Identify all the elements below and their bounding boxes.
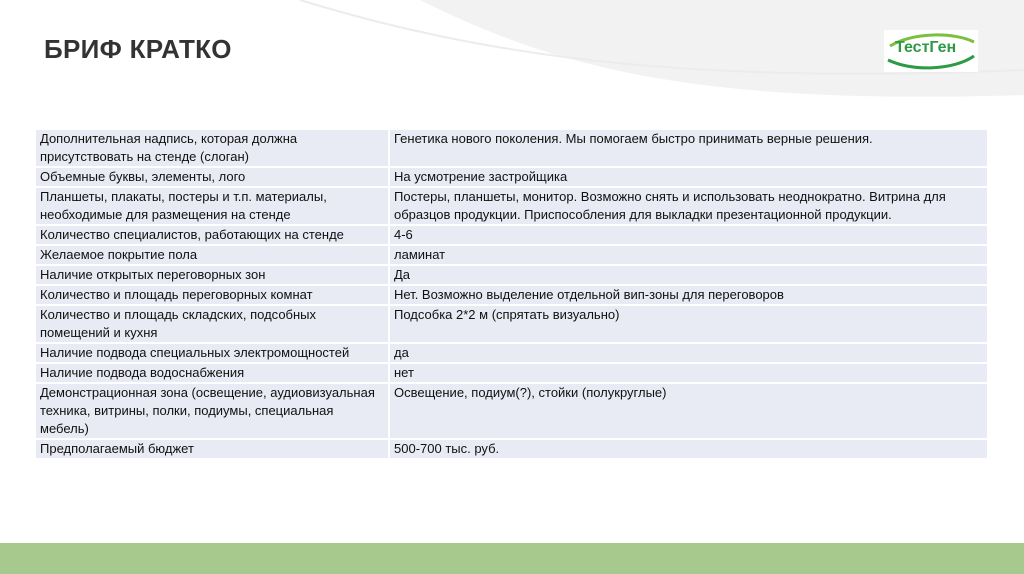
parameter-cell: Объемные буквы, элементы, лого — [35, 167, 389, 187]
parameter-cell: Наличие подвода водоснабжения — [35, 363, 389, 383]
table-row — [35, 187, 988, 225]
parameter-cell: Планшеты, плакаты, постеры и т.п. материалы, необходимые для размещения на стенде — [35, 187, 389, 225]
value-cell: Да — [389, 265, 988, 285]
table-row — [35, 439, 988, 459]
table-row — [35, 129, 988, 167]
logo-text: ТестГен — [895, 39, 957, 56]
parameter-cell: Наличие подвода специальных электромощностей — [35, 343, 389, 363]
table-row — [35, 245, 988, 265]
value-cell: На усмотрение застройщика — [389, 167, 988, 187]
value-cell: Генетика нового поколения. Мы помогаем быстро принимать верные решения. — [389, 129, 988, 167]
table-row — [35, 265, 988, 285]
value-cell: 4-6 — [389, 225, 988, 245]
footer-band — [0, 543, 1024, 574]
table-row — [35, 285, 988, 305]
value-cell: нет — [389, 363, 988, 383]
slide-title: БРИФ КРАТКО — [44, 34, 232, 64]
parameter-cell: Демонстрационная зона (освещение, аудиовизуальная техника, витрины, полки, подиумы, специальная мебель) — [35, 383, 389, 439]
parameter-cell: Количество и площадь переговорных комнат — [35, 285, 389, 305]
brief-table — [34, 128, 989, 460]
value-cell: 500-700 тыс. руб. — [389, 439, 988, 459]
value-cell: Подсобка 2*2 м (спрятать визуально) — [389, 305, 988, 343]
parameter-cell: Количество специалистов, работающих на стенде — [35, 225, 389, 245]
parameter-cell: Желаемое покрытие пола — [35, 245, 389, 265]
table-row — [35, 363, 988, 383]
table-row — [35, 383, 988, 439]
parameter-cell: Количество и площадь складских, подсобных помещений и кухня — [35, 305, 389, 343]
value-cell: Постеры, планшеты, монитор. Возможно снять и использовать неоднократно. Витрина для образцов продукции. Приспособления для выкладки презентационной продукции. — [389, 187, 988, 225]
value-cell: Освещение, подиум(?), стойки (полукруглые) — [389, 383, 988, 439]
table-row — [35, 225, 988, 245]
parameter-cell: Предполагаемый бюджет — [35, 439, 389, 459]
company-logo — [884, 30, 978, 72]
value-cell: ламинат — [389, 245, 988, 265]
table-row — [35, 305, 988, 343]
parameter-cell: Наличие открытых переговорных зон — [35, 265, 389, 285]
table-row — [35, 167, 988, 187]
value-cell: Нет. Возможно выделение отдельной вип-зоны для переговоров — [389, 285, 988, 305]
parameter-cell: Дополнительная надпись, которая должна присутствовать на стенде (слоган) — [35, 129, 389, 167]
table-row — [35, 343, 988, 363]
value-cell: да — [389, 343, 988, 363]
